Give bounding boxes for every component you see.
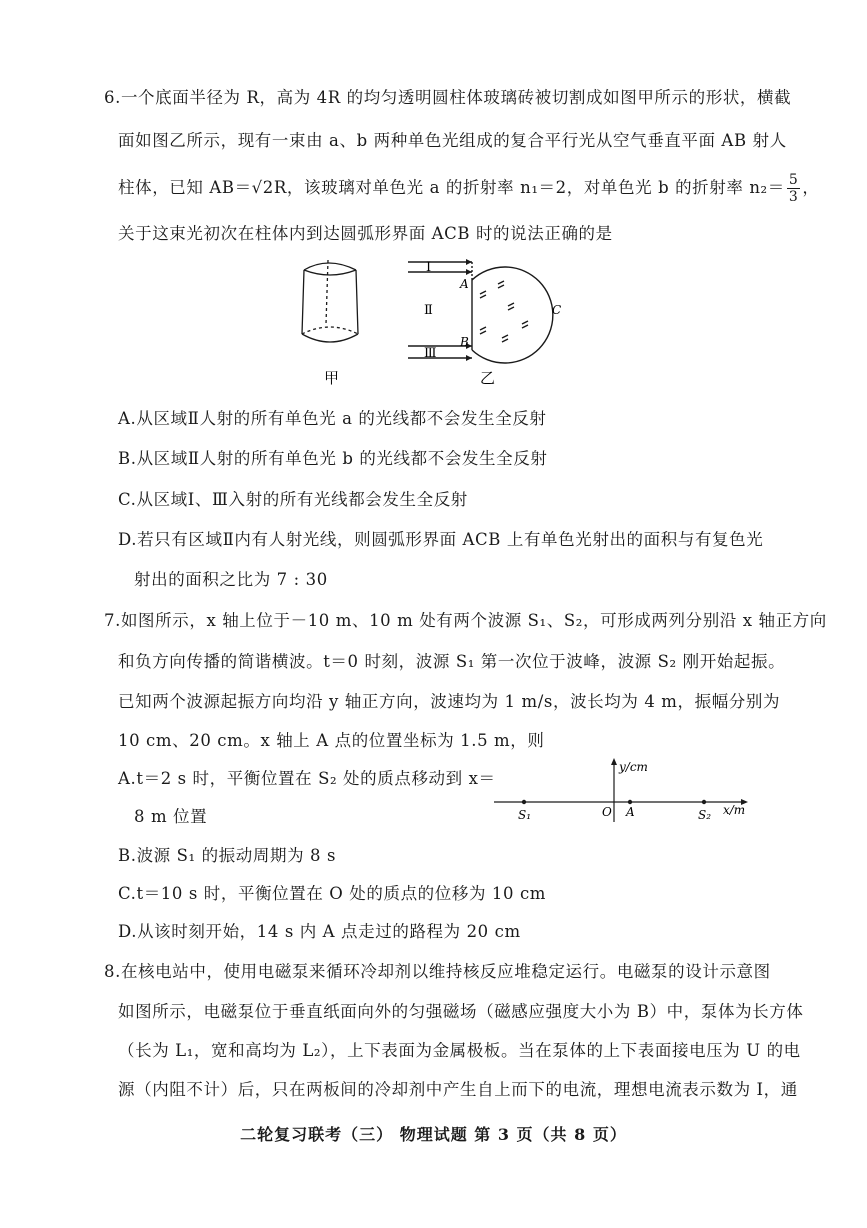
point-C-label: C <box>552 303 562 317</box>
q7-line-4: 10 cm、20 cm。x 轴上 A 点的位置坐标为 1.5 m，则 <box>118 731 545 750</box>
q6-figure <box>290 250 590 390</box>
q7-option-d: D.从该时刻开始，14 s 内 A 点走过的路程为 20 cm <box>118 922 521 941</box>
q6-option-c: C.从区域Ⅰ、Ⅲ入射的所有光线都会发生全反射 <box>118 490 468 509</box>
y-axis-arrow-icon <box>611 758 617 765</box>
q7-option-a-line-1: A.t＝2 s 时，平衡位置在 S₂ 处的质点移动到 x＝ <box>118 769 496 788</box>
S2-label: S₂ <box>698 808 712 822</box>
A-label: A <box>626 805 635 819</box>
q7-line-2: 和负方向传播的简谐横波。t＝0 时刻，波源 S₁ 第一次位于波峰，波源 S₂ 刚开始起振。 <box>118 652 786 671</box>
q8-line-1: 8.在核电站中，使用电磁泵来循环冷却剂以维持核反应堆稳定运行。电磁泵的设计示意图 <box>104 962 771 981</box>
q7-line-3: 已知两个波源起振方向均沿 y 轴正方向，波速均为 1 m/s，波长均为 4 m，振幅分别为 <box>118 692 781 711</box>
point-S2 <box>702 800 706 804</box>
point-S1 <box>522 800 526 804</box>
q6-line-3-text: 柱体，已知 AB＝√2R，该玻璃对单色光 a 的折射率 n₁＝2，对单色光 b 的折射率 n₂＝ <box>118 178 785 197</box>
q8-line-4: 源（内阻不计）后，只在两板间的冷却剂中产生自上而下的电流，理想电流表示数为 I，通 <box>118 1080 798 1099</box>
q6-line-2: 面如图乙所示，现有一束由 a、b 两种单色光组成的复合平行光从空气垂直平面 AB 射人 <box>118 131 787 150</box>
point-B-label: B <box>460 335 469 349</box>
figure-jia-cylinder <box>302 260 358 342</box>
q6-option-b: B.从区域Ⅱ人射的所有单色光 b 的光线都不会发生全反射 <box>118 449 548 468</box>
q8-line-3: （长为 L₁，宽和高均为 L₂），上下表面为金属极板。当在泵体的上下表面接电压为 U 的电 <box>118 1041 801 1060</box>
q6-option-d-line-2: 射出的面积之比为 7 : 30 <box>134 570 328 589</box>
point-A-label: A <box>460 277 469 291</box>
O-label: O <box>602 805 612 819</box>
q6-option-a: A.从区域Ⅱ人射的所有单色光 a 的光线都不会发生全反射 <box>118 409 547 428</box>
S1-label: S₁ <box>518 808 532 822</box>
q6-fraction <box>787 172 801 205</box>
figure-jia-label: 甲 <box>324 369 340 387</box>
x-axis-label: x/m <box>723 803 746 817</box>
q7-option-b: B.波源 S₁ 的振动周期为 8 s <box>118 846 337 865</box>
q7-option-c: C.t＝10 s 时，平衡位置在 O 处的质点的位移为 10 cm <box>118 884 547 903</box>
region-II-label: Ⅱ <box>424 303 433 318</box>
y-axis-label: y/cm <box>619 760 648 774</box>
q6-line-3 <box>118 172 820 205</box>
q7-option-a-line-2: 8 m 位置 <box>134 807 208 826</box>
region-III-label: Ⅲ <box>424 346 437 361</box>
q7-axis-figure <box>486 756 756 826</box>
point-A <box>628 800 632 804</box>
q6-fraction-denominator: 3 <box>788 189 799 205</box>
q6-fraction-numerator: 5 <box>788 172 799 188</box>
q8-line-2: 如图所示，电磁泵位于垂直纸面向外的匀强磁场（磁感应强度大小为 B）中，泵体为长方体 <box>118 1002 804 1021</box>
q6-line-1: 6.一个底面半径为 R，高为 4R 的均匀透明圆柱体玻璃砖被切割成如图甲所示的形状，横截 <box>104 88 792 107</box>
q6-line-4: 关于这束光初次在柱体内到达圆弧形界面 ACB 时的说法正确的是 <box>118 224 613 243</box>
q6-line-3-end: ， <box>802 178 820 197</box>
q6-option-d-line-1: D.若只有区域Ⅱ内有人射光线，则圆弧形界面 ACB 上有单色光射出的面积与有复色光 <box>118 530 764 549</box>
figure-yi-label: 乙 <box>480 369 496 387</box>
q7-line-1: 7.如图所示，x 轴上位于－10 m、10 m 处有两个波源 S₁、S₂，可形成两列分别沿 x 轴正方向 <box>104 611 827 630</box>
region-I-label: Ⅰ <box>426 260 432 275</box>
page-footer: 二轮复习联考（三） 物理试题 第 3 页（共 8 页） <box>240 1125 627 1144</box>
